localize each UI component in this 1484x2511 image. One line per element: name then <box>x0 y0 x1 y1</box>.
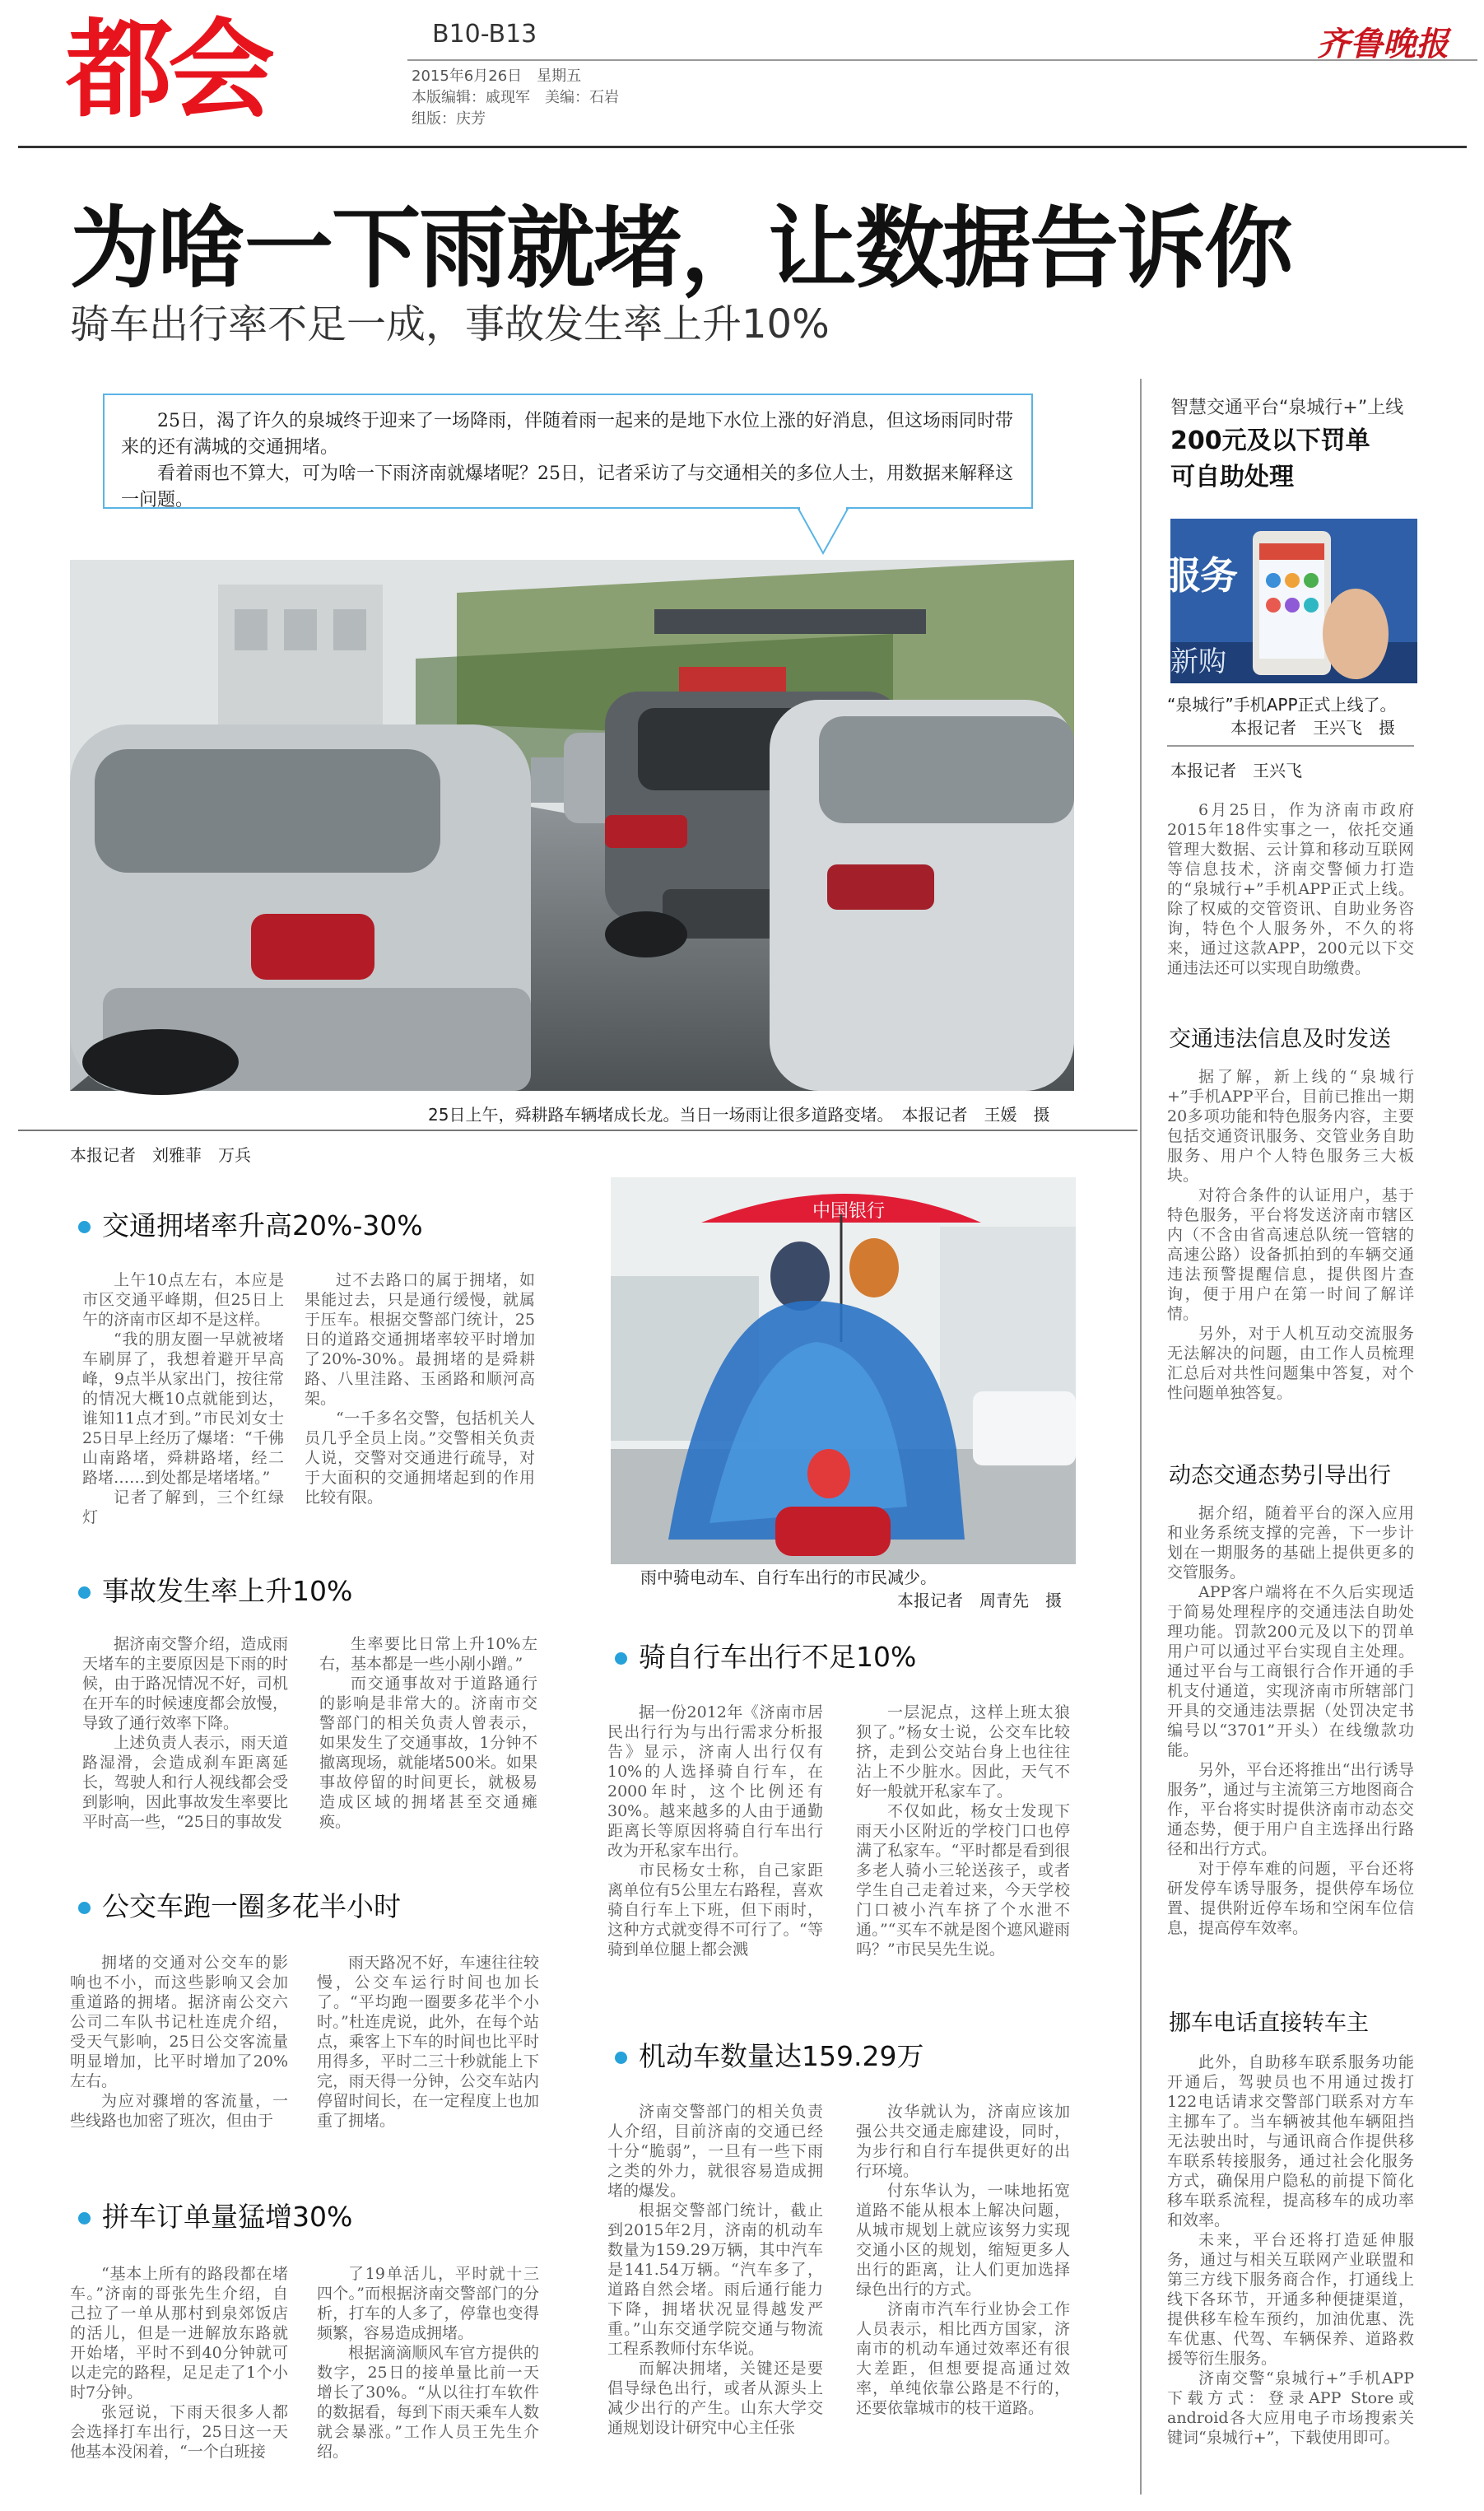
paragraph: 根据滴滴顺风车官方提供的数字，25日的接单量比前一天增长了30%。“从以往打车软件的数据看，每到下雨天乘车人数就会暴涨。”工作人员王先生介绍。 <box>317 2344 539 2461</box>
paragraph: 6月25日，作为济南市政府2015年18件实事之一，依托交通管理大数据、云计算和移动互联网等信息技术，济南交警倾力打造的“泉城行+”手机APP正式上线。除了权威的交管资讯、自助业务咨询，特色个人服务外，不久的将来，通过这款APP，200元以下交通违法还可以实现自助缴费。 <box>1167 801 1414 977</box>
paragraph: 而解决拥堵，关键还是要倡导绿色出行，或者从源头上减少出行的产生。山东大学交通规划设计研究中心主任张 <box>607 2360 823 2437</box>
paragraph: 另外，平台还将推出“出行诱导服务”，通过与主流第三方地图商合作，平台将实时提供济南市动态交通态势，便于用户自主选择出行路径和出行方式。 <box>1167 1761 1414 1858</box>
article-column <box>317 1953 539 2175</box>
sidebar-byline: 本报记者 王兴飞 <box>1170 761 1302 780</box>
lead-paragraph: 看着雨也不算大，可为啥一下雨济南就爆堵呢？25日，记者采访了与交通相关的多位人士，用数据来解释这一问题。 <box>121 464 1013 510</box>
blue-dot-icon <box>78 1902 91 1914</box>
main-byline: 本报记者 刘雅菲 万兵 <box>70 1145 251 1165</box>
paragraph: APP客户端将在不久后实现适于简易处理程序的交通违法自助处理功能。罚款200元及以下的罚单用户可以通过平台实现自主处理。通过平台与工商银行合作开通的手机支付通道，实现济南市所辖部门开具的交通违法票据（处罚决定书编号以“3701”开头）在线缴款功能。 <box>1167 1583 1414 1759</box>
layout-credit: 组版：庆芳 <box>412 110 486 128</box>
paragraph: 济南交警“泉城行+”手机APP下载方式：登录APP Store或android各大应用电子市场搜索关键词“泉城行+”，下载使用即可。 <box>1167 2369 1414 2447</box>
sidebar-section-title: 动态交通态势引导出行 <box>1169 1463 1391 1488</box>
sidebar-divider <box>1140 379 1142 2495</box>
section-heading <box>78 1570 352 1609</box>
section-title: 公交车跑一圈多花半小时 <box>102 1890 401 1922</box>
paragraph: 济南市汽车行业协会工作人员表示，相比西方国家，济南市的机动车通过效率还有很大差距，但想要提高通过效率，单纯依靠公路是不行的，还要依靠城市的枝干道路。 <box>856 2300 1070 2417</box>
section-logo: 都会 <box>66 7 271 133</box>
sidebar-photo-caption: “泉城行”手机APP正式上线了。 <box>1167 695 1397 715</box>
article-column <box>317 2264 539 2495</box>
article-column <box>607 2102 823 2489</box>
article-column <box>82 1270 284 1534</box>
header-divider <box>18 146 1467 148</box>
section-heading <box>615 2035 923 2074</box>
article-column <box>856 1703 1070 1982</box>
paragraph: 未来，平台还将打造延伸服务，通过与相关互联网产业联盟和第三方线下服务商合作，打通线上线下各环节，开通多种便捷渠道，提供移车检车预约，加油优惠、洗车优惠、代驾、车辆保养、道路救援等衍生服务。 <box>1167 2231 1414 2368</box>
headline: 为啥一下雨就堵，让数据告诉你 <box>70 198 1292 300</box>
photo-app-phone <box>1162 519 1417 683</box>
paragraph: 过不去路口的属于拥堵，如果能过去，只是通行缓慢，就属于压车。根据交警部门统计，25日的道路交通拥堵率较平时增加了20%-30%。最拥堵的是舜耕路、八里洼路、玉函路和顺河高架。 <box>305 1271 535 1408</box>
article-column <box>70 2264 288 2495</box>
blue-dot-icon <box>615 1652 627 1665</box>
main-photo-caption: 25日上午，舜耕路车辆堵成长龙。当日一场雨让很多道路变堵。 本报记者 王媛 摄 <box>428 1105 1050 1125</box>
paragraph: 而交通事故对于道路通行的影响是非常大的。济南市交警部门的相关负责人曾表示，如果发生了交通事故，1分钟不撤离现场，就能堵500米。如果事故停留的时间更长，就极易造成区域的拥堵甚至交通瘫痪。 <box>319 1675 537 1831</box>
paragraph: 上述负责人表示，雨天道路湿滑，会造成刹车距离延长，驾驶人和行人视线都会受到影响，因此事故发生率要比平时高一些，“25日的事故发 <box>82 1734 288 1831</box>
paragraph: 不仅如此，杨女士发现下雨天小区附近的学校门口也停满了私家车。“平时都是看到很多老人骑小三轮送孩子，或者学生自己走着过来，今天学校门口被小汽车挤了个水泄不通。”“买车不就是图个遮风避雨吗？”市民吴先生说。 <box>856 1802 1070 1959</box>
paragraph: “我的朋友圈一早就被堵车刷屏了，我想着避开早高峰，9点半从家出门，按往常的情况大概10点就能到达，谁知11点才到。”市民刘女士25日早上经历了爆堵：“千佛山南路堵，舜耕路堵，经二路堵……到处都是堵堵堵。” <box>82 1330 284 1487</box>
section-title: 骑自行车出行不足10% <box>639 1641 917 1673</box>
paragraph: 一层泥点，这样上班太狼狈了。”杨女士说，公交车比较挤，走到公交站台身上也往往沾上不少脏水。因此，天气不好一般就开私家车了。 <box>856 1703 1070 1801</box>
paragraph: 另外，对于人机互动交流服务无法解决的问题，由工作人员梳理汇总后对共性问题集中答复，对个性问题单独答复。 <box>1167 1325 1414 1402</box>
page-range: B10-B13 <box>432 20 537 49</box>
article-column <box>82 1634 288 1865</box>
sidebar-section-title: 挪车电话直接转车主 <box>1169 2010 1369 2036</box>
sidebar-column <box>1167 1503 1414 1997</box>
paragraph: 了19单活儿，平时就十三四个。”而根据济南交警部门的分析，打车的人多了，停靠也变得频繁，容易造成拥堵。 <box>317 2265 539 2342</box>
paragraph: “基本上所有的路段都在堵车。”济南的哥张先生介绍，自己拉了一单从那村到泉郊饭店的活儿，但是一进解放东路就开始堵，平时不到40分钟就可以走完的路程，足足走了1个小时7分钟。 <box>70 2265 288 2402</box>
paragraph: 记者了解到，三个红绿灯 <box>82 1488 284 1526</box>
paragraph: 市民杨女士称，自己家距离单位有5公里左右路程，喜欢骑自行车上下班，但下雨时，这种方式就变得不可行了。“等骑到单位腿上都会溅 <box>607 1861 823 1959</box>
issue-date: 2015年6月26日 星期五 <box>412 68 582 85</box>
paragraph: 对于停车难的问题，平台还将研发停车诱导服务，提供停车场位置、提供附近停车场和空闲车位信息，提高停车效率。 <box>1167 1860 1414 1937</box>
paragraph: 据介绍，随着平台的深入应用和业务系统支撑的完善，下一步计划在一期服务的基础上提供更多的交管服务。 <box>1167 1504 1414 1582</box>
article-column <box>70 1953 288 2175</box>
sidebar-title-line: 可自助处理 <box>1170 463 1294 491</box>
paragraph: 据一份2012年《济南市居民出行行为与出行需求分析报告》显示，济南人出行仅有10%的人选择骑自行车，在2000年时，这个比例还有30%。越来越多的人由于通勤距离长等原因将骑自行车出行改为开私家车出行。 <box>607 1703 823 1860</box>
photo-divider <box>18 1130 1137 1131</box>
paragraph: 据了解，新上线的“泉城行+”手机APP平台，目前已推出一期20多项功能和特色服务内容，主要包括交通资讯服务、交管业务自助服务、用户个人特色服务三大板块。 <box>1167 1068 1414 1185</box>
blue-dot-icon <box>78 2212 91 2224</box>
paragraph: 张冠说，下雨天很多人都会选择打车出行，25日这一天他基本没闲着，“一个白班接 <box>70 2403 288 2461</box>
photo-scooter-riders <box>611 1177 1076 1564</box>
paragraph: 生率要比日常上升10%左右，基本都是一些小剐小蹭。” <box>319 1635 537 1673</box>
paragraph: 为应对骤增的客流量，一些线路也加密了班次，但由于 <box>70 2092 288 2130</box>
blue-dot-icon <box>615 2052 627 2064</box>
article-column <box>607 1703 823 1982</box>
masthead-meta <box>412 66 619 130</box>
section-heading <box>78 1885 401 1924</box>
section-heading <box>615 1636 916 1675</box>
paragraph: 根据交警部门统计，截止到2015年2月，济南的机动车数量为159.29万辆，其中汽车是141.54万辆。“汽车多了，道路自然会堵。雨后通行能力下降，拥堵状况显得越发严重。”山东交通学院交通与物流工程系教师付东华说。 <box>607 2201 823 2358</box>
lead-paragraph: 25日，渴了许久的泉城终于迎来了一场降雨，伴随着雨一起来的是地下水位上涨的好消息，但这场雨同时带来的还有满城的交通拥堵。 <box>121 411 1013 458</box>
paragraph: 付东华认为，一味地拓宽道路不能从根本上解决问题，从城市规划上就应该努力实现交通小区的规划，缩短更多人出行的距离，让人们更加选择绿色出行的方式。 <box>856 2182 1070 2299</box>
paragraph: 此外，自助移车联系服务功能开通后，驾驶员也不用通过拨打122电话请求交警部门联系对方车主挪车了。当车辆被其他车辆阻挡无法驶出时，与通讯商合作提供移车联系转接服务，通过社会化服务方式，确保用户隐私的前提下简化移车联系流程，提高移车的成功率和效率。 <box>1167 2053 1414 2229</box>
sidebar-kicker: 智慧交通平台“泉城行+”上线 <box>1170 398 1404 418</box>
sidebar-column <box>1167 800 1414 998</box>
banner-text: 新购 <box>1170 645 1226 678</box>
sidebar-rule <box>1167 745 1414 747</box>
paragraph: 对符合条件的认证用户，基于特色服务，平台将发送济南市辖区内（不含由省高速总队统一管辖的高速公路）设备抓拍到的车辆交通违法预警提醒信息，提供图片查询，便于用户在第一时间了解详情。 <box>1167 1186 1414 1323</box>
banner-text: 服务 <box>1162 553 1238 598</box>
paragraph: 上午10点左右，本应是市区交通平峰期，但25日上午的济南市区却不是这样。 <box>82 1271 284 1329</box>
blue-dot-icon <box>78 1221 91 1233</box>
sidebar-column <box>1167 2052 1414 2497</box>
editor-credits: 本版编辑：戚现军 美编：石岩 <box>412 89 619 106</box>
sidebar-section-title: 交通违法信息及时发送 <box>1169 1027 1391 1052</box>
subheadline: 骑车出行率不足一成，事故发生率上升10% <box>70 301 830 347</box>
sidebar-photo-credit: 本报记者 王兴飞 摄 <box>1230 718 1395 738</box>
lead-box <box>103 394 1033 509</box>
paragraph: 拥堵的交通对公交车的影响也不小，而这些影响又会加重道路的拥堵。据济南公交六公司二车队书记杜连虎介绍，受天气影响，25日公交客流量明显增加，比平时增加了20%左右。 <box>70 1954 288 2090</box>
blue-dot-icon <box>78 1586 91 1599</box>
paragraph: 济南交警部门的相关负责人介绍，目前济南的交通已经十分“脆弱”，一旦有一些下雨之类的外力，就很容易造成拥堵的爆发。 <box>607 2103 823 2200</box>
article-column <box>305 1270 535 1534</box>
section-title: 拼车订单量猛增30% <box>102 2201 353 2233</box>
section-title: 机动车数量达159.29万 <box>639 2040 924 2072</box>
lead-box-pointer <box>798 507 881 557</box>
umbrella-text: 中国银行 <box>812 1201 886 1222</box>
paragraph: 汝华就认为，济南应该加强公共交通走廊建设，同时，为步行和自行车提供更好的出行环境。 <box>856 2103 1070 2180</box>
section-heading <box>78 2196 352 2234</box>
scooter-photo-credit: 本报记者 周青先 摄 <box>897 1591 1062 1610</box>
article-column <box>319 1634 537 1865</box>
paragraph: 雨天路况不好，车速往往较慢，公交车运行时间也加长了。“平均跑一圈要多花半个小时。”杜连虎说，此外，在每个站点，乘客上下车的时间也比平时用得多，平时二三十秒就能上下完，雨天得一分钟，公交车站内停留时间长，在一定程度上也加重了拥堵。 <box>317 1954 539 2130</box>
photo-traffic-jam <box>70 560 1074 1091</box>
article-column <box>856 2102 1070 2489</box>
section-heading <box>78 1204 423 1243</box>
paragraph: “一千多名交警，包括机关人员几乎全员上岗。”交警相关负责人说，交警对交通进行疏导，对于大面积的交通拥堵起到的作用比较有限。 <box>305 1409 535 1507</box>
section-title: 事故发生率上升10% <box>102 1575 353 1607</box>
paragraph: 据济南交警介绍，造成雨天堵车的主要原因是下雨的时候，由于路况情况不好，司机在开车的时候速度都会放慢，导致了通行效率下降。 <box>82 1635 288 1732</box>
sidebar-title <box>1170 423 1370 496</box>
sidebar-title-line: 200元及以下罚单 <box>1170 426 1370 455</box>
newspaper-logo: 齐鲁晚报 <box>1317 25 1449 63</box>
sidebar-column <box>1167 1067 1414 1454</box>
scooter-photo-caption: 雨中骑电动车、自行车出行的市民减少。 <box>640 1568 937 1587</box>
section-title: 交通拥堵率升高20%-30% <box>102 1209 423 1242</box>
